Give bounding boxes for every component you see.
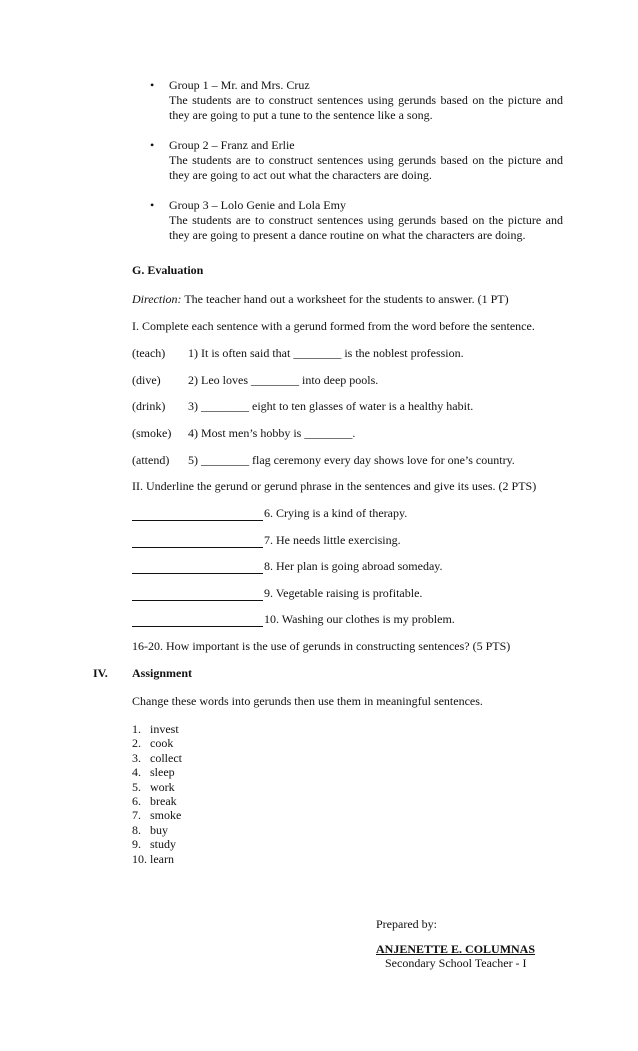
item-text-before: 2) Leo loves [188, 373, 251, 387]
list-item [132, 722, 182, 736]
answer-blank-line [132, 560, 263, 574]
list-item [132, 780, 182, 794]
direction-line [132, 292, 509, 307]
underline-item [132, 506, 407, 521]
list-item-number: 8. [132, 822, 141, 837]
list-item [132, 751, 182, 765]
part3-question: 16-20. How important is the use of gerunds in constructing sentences? (5 PTS) [132, 639, 511, 653]
list-item [132, 837, 182, 851]
underline-item [132, 533, 401, 548]
completion-item [132, 373, 378, 388]
item-text-before: 4) Most men’s hobby is [188, 426, 305, 440]
completion-item [132, 453, 515, 468]
group-title: Group 2 – Franz and Erlie [169, 138, 295, 152]
bullet-icon: • [150, 78, 155, 92]
group-item [150, 138, 570, 183]
list-item-number: 5. [132, 779, 141, 794]
item-blank: ________ [201, 399, 249, 413]
item-blank: ________ [293, 346, 342, 360]
list-item-number: 2. [132, 736, 141, 751]
list-item-word: study [150, 837, 177, 852]
underline-item-text: 8. Her plan is going abroad someday. [264, 559, 443, 573]
section-numeral: IV. [93, 666, 108, 680]
item-cue: (drink) [132, 399, 166, 413]
group-description-line: they are going to act out what the characters are doing. [169, 168, 432, 182]
list-item [132, 736, 182, 750]
part1-instruction: I. Complete each sentence with a gerund formed from the word before the sentence. [132, 319, 535, 333]
group-description-line: The students are to construct sentences using gerunds based on the picture and [169, 93, 563, 107]
list-item-number: 7. [132, 808, 141, 823]
answer-blank-line [132, 613, 263, 627]
group-item [150, 78, 570, 123]
underline-item [132, 612, 455, 627]
list-item [132, 794, 182, 808]
answer-blank-line [132, 534, 263, 548]
bullet-icon: • [150, 198, 155, 212]
list-item-number: 3. [132, 750, 141, 765]
item-text-after: . [352, 426, 356, 440]
list-item-word: invest [150, 722, 179, 736]
list-item [132, 852, 182, 866]
underline-item-text: 6. Crying is a kind of therapy. [264, 506, 408, 520]
bullet-icon: • [150, 138, 155, 152]
item-cue: (teach) [132, 346, 166, 360]
group-description-line: they are going to present a dance routine on what the characters are doing. [169, 228, 526, 242]
item-cue: (dive) [132, 373, 161, 387]
signatory-title: Secondary School Teacher - I [385, 956, 527, 970]
group-description-line: they are going to put a tune to the sentence like a song. [169, 108, 433, 122]
completion-item [132, 426, 355, 441]
list-item-number: 1. [132, 722, 141, 736]
underline-item-text: 10. Washing our clothes is my problem. [264, 612, 455, 626]
group-description-line: The students are to construct sentences using gerunds based on the picture and [169, 213, 563, 227]
item-cue: (attend) [132, 453, 170, 467]
assignment-heading: Assignment [132, 666, 193, 680]
item-text-after: eight to ten glasses of water is a healthy habit. [249, 399, 474, 413]
item-text-before: 5) [188, 453, 201, 467]
item-text-before: 3) [188, 399, 201, 413]
list-item-word: sleep [150, 765, 175, 780]
group-title: Group 1 – Mr. and Mrs. Cruz [169, 78, 310, 92]
direction-label: Direction: [132, 292, 182, 306]
completion-item [132, 399, 473, 414]
list-item-word: learn [150, 851, 174, 866]
list-item [132, 765, 182, 779]
list-item-word: break [150, 793, 177, 808]
assignment-word-list [132, 722, 182, 866]
answer-blank-line [132, 507, 263, 521]
list-item-number: 10. [132, 851, 147, 866]
item-text-before: 1) It is often said that [188, 346, 294, 360]
item-blank: ________ [250, 373, 299, 387]
list-item-word: collect [150, 750, 182, 765]
direction-text: The teacher hand out a worksheet for the students to answer. (1 PT) [181, 292, 509, 306]
list-item-word: smoke [150, 808, 182, 823]
list-item [132, 808, 182, 822]
underline-item-text: 9. Vegetable raising is profitable. [264, 586, 423, 600]
group-title: Group 3 – Lolo Genie and Lola Emy [169, 198, 346, 212]
assignment-instruction: Change these words into gerunds then use them in meaningful sentences. [132, 694, 483, 708]
list-item-word: buy [150, 822, 168, 837]
list-item [132, 823, 182, 837]
list-item-word: work [150, 779, 175, 794]
completion-item [132, 346, 464, 361]
underline-item [132, 559, 443, 574]
list-item-word: cook [150, 736, 174, 751]
list-item-number: 4. [132, 765, 141, 780]
prepared-by-label: Prepared by: [376, 917, 437, 931]
underline-item-text: 7. He needs little exercising. [264, 533, 401, 547]
evaluation-heading: G. Evaluation [132, 263, 204, 277]
item-blank: ________ [201, 453, 249, 467]
list-item-number: 6. [132, 793, 141, 808]
item-text-after: is the noblest profession. [341, 346, 464, 360]
item-text-after: into deep pools. [298, 373, 379, 387]
item-text-after: flag ceremony every day shows love for one’s country. [249, 453, 515, 467]
item-blank: ________ [304, 426, 353, 440]
answer-blank-line [132, 587, 263, 601]
underline-item [132, 586, 422, 601]
list-item-number: 9. [132, 837, 141, 852]
item-cue: (smoke) [132, 426, 172, 440]
part2-instruction: II. Underline the gerund or gerund phrase in the sentences and give its uses. (2 PTS) [132, 479, 537, 493]
signatory-name: ANJENETTE E. COLUMNAS [376, 942, 536, 956]
group-list [150, 78, 570, 258]
group-item [150, 198, 570, 243]
group-description-line: The students are to construct sentences using gerunds based on the picture and [169, 153, 563, 167]
